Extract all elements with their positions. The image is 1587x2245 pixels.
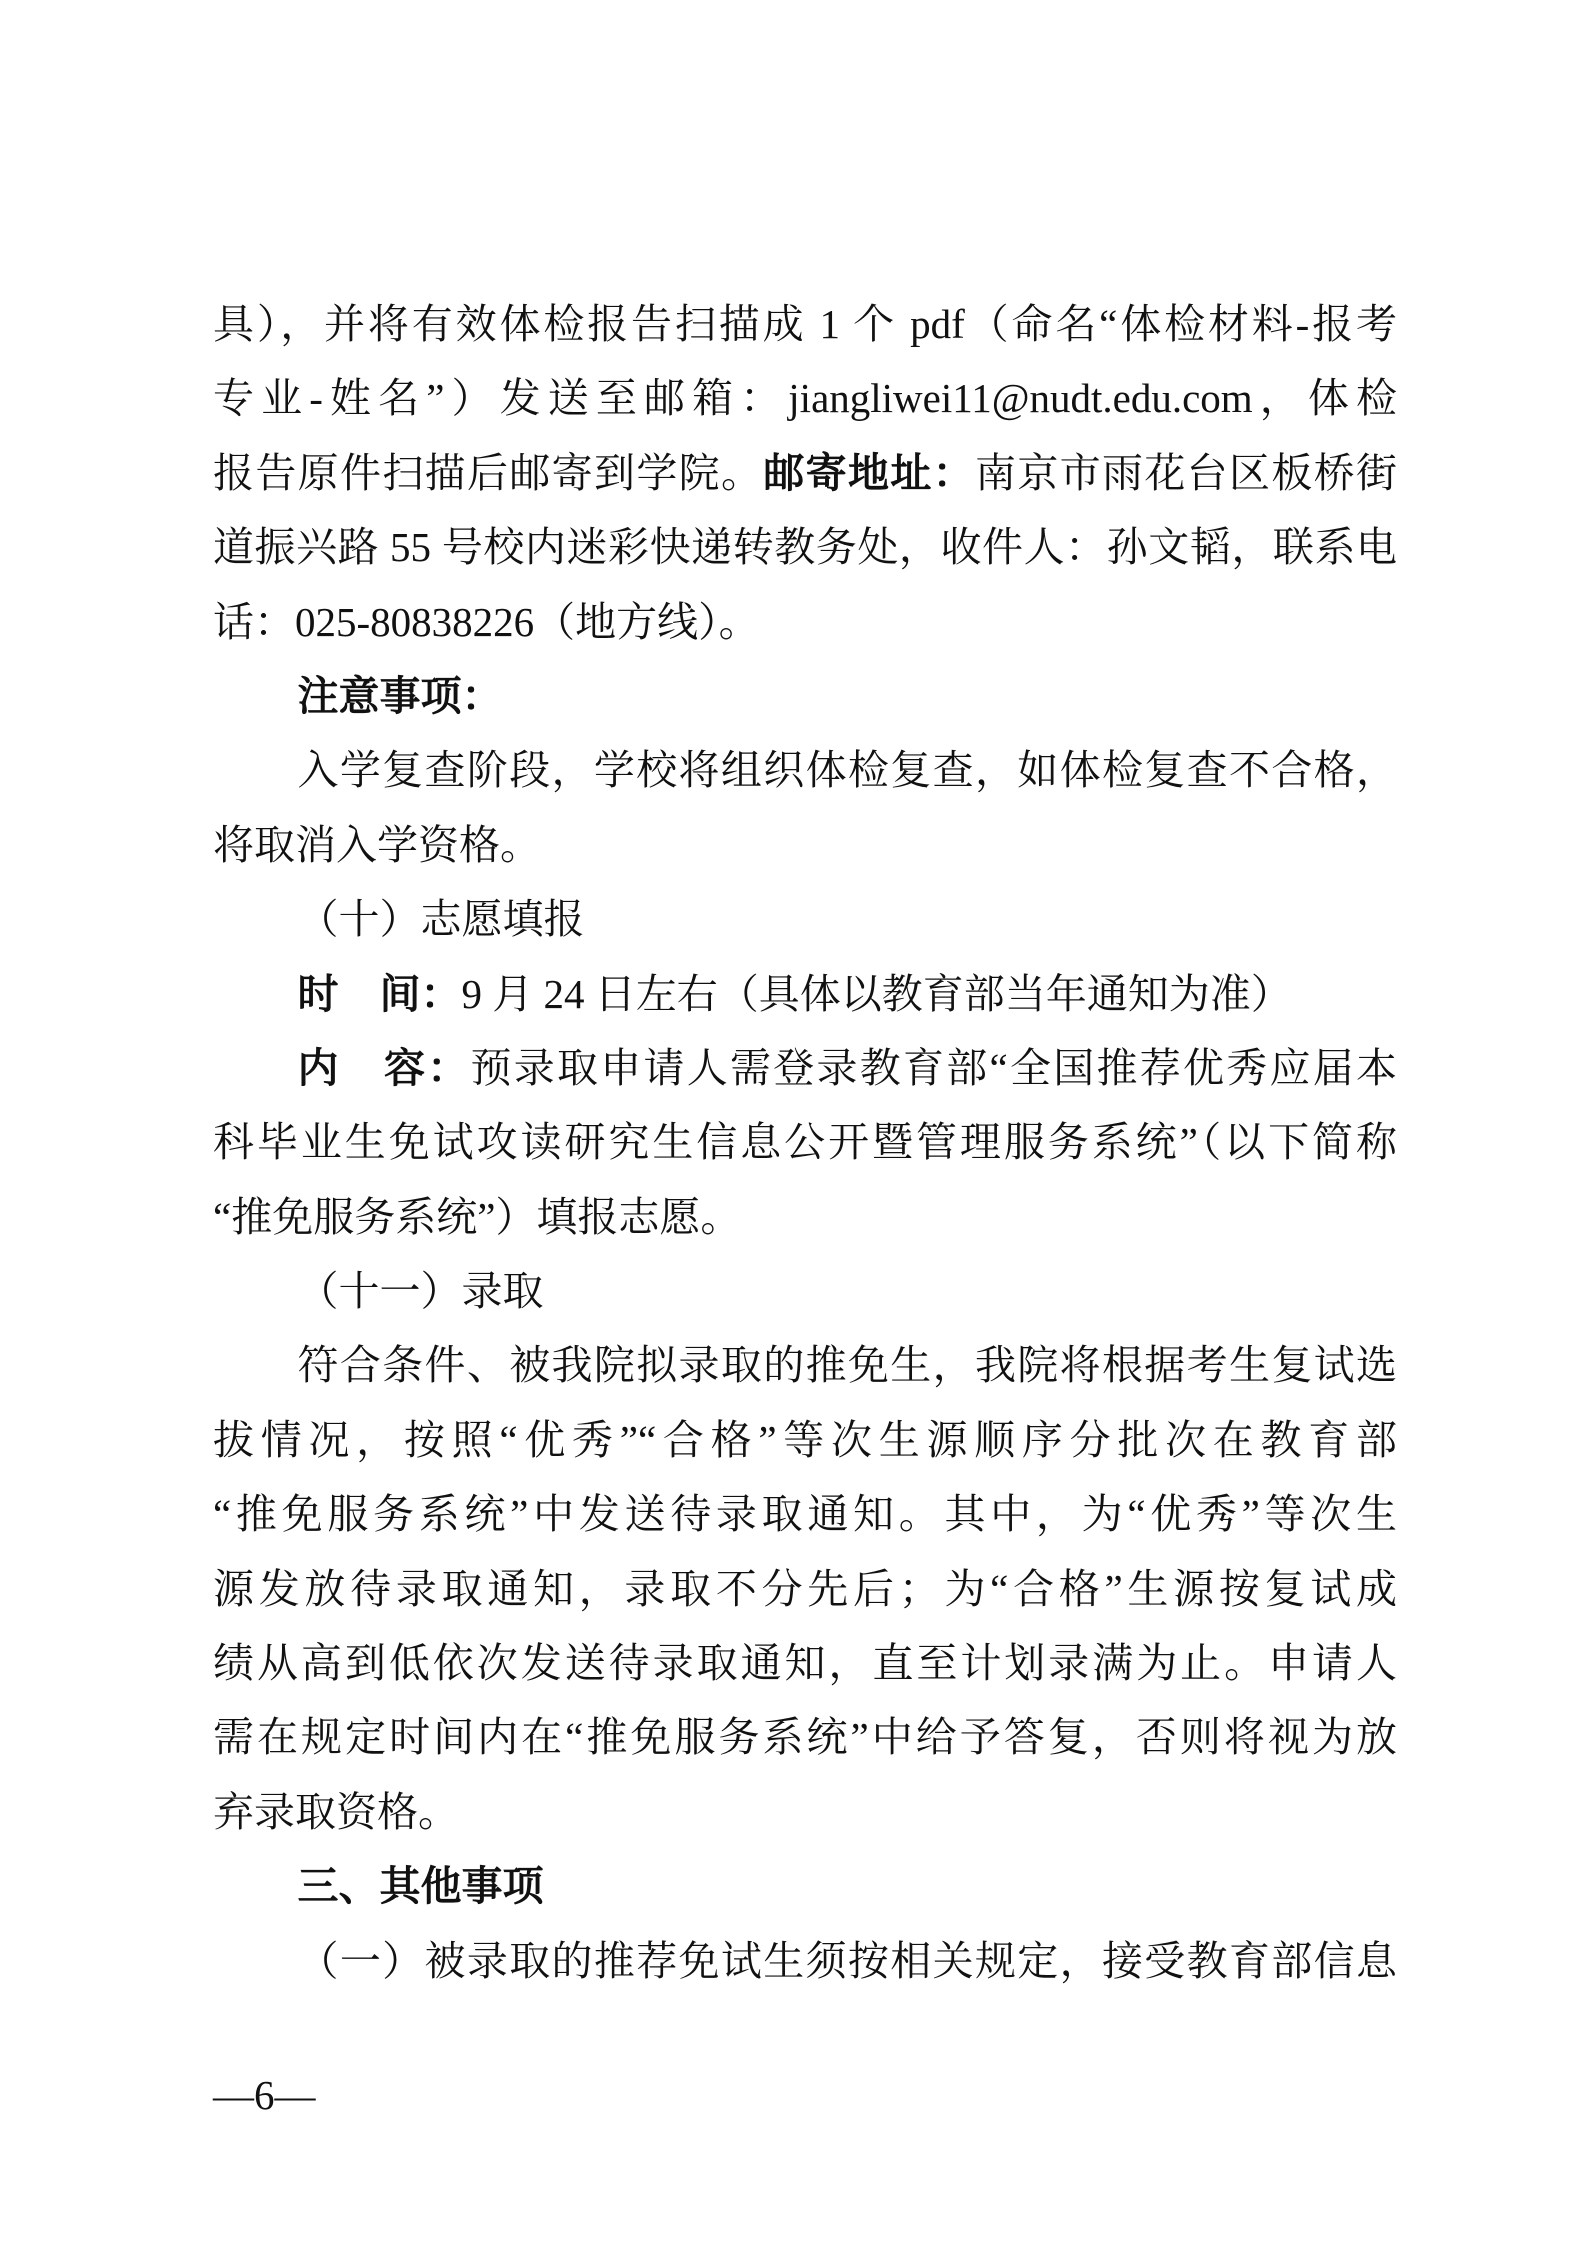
line-text: 专业-姓名”）发送至邮箱：jiangliwei11@nudt.edu.com，体检 xyxy=(213,375,1397,422)
section-heading xyxy=(213,1254,1397,1328)
text-line xyxy=(213,733,1397,807)
document-body xyxy=(213,287,1397,1998)
line-text: 道振兴路 55 号校内迷彩快递转教务处，收件人：孙文韬，联系电 xyxy=(213,524,1397,571)
line-text: 入学复查阶段，学校将组织体检复查，如体检复查不合格， xyxy=(297,747,1397,794)
text-line xyxy=(213,1924,1397,1998)
text-line xyxy=(213,1031,1397,1105)
text-line xyxy=(213,1775,1397,1849)
line-text: 科毕业生免试攻读研究生信息公开暨管理服务系统”（以下简称 xyxy=(213,1119,1397,1166)
chapter-heading-text: 三、其他事项 xyxy=(297,1863,544,1910)
text-line xyxy=(213,1403,1397,1477)
notes-heading xyxy=(213,659,1397,733)
line-text: 源发放待录取通知，录取不分先后；为“合格”生源按复试成 xyxy=(213,1565,1397,1612)
text-line xyxy=(213,510,1397,584)
text-line xyxy=(213,1552,1397,1626)
page-number: —6— xyxy=(213,2072,316,2118)
text-line xyxy=(213,1477,1397,1551)
time-label: 时 间： xyxy=(297,970,462,1017)
text-line xyxy=(213,1328,1397,1402)
text-line xyxy=(213,361,1397,435)
text-line xyxy=(213,1700,1397,1774)
line-text: 具），并将有效体检报告扫描成 1 个 pdf（命名“体检材料-报考 xyxy=(213,301,1397,347)
line-text: 南京市雨花台区板桥街 xyxy=(975,449,1397,496)
line-text: 预录取申请人需登录教育部“全国推荐优秀应届本 xyxy=(470,1044,1397,1091)
chapter-heading xyxy=(213,1849,1397,1923)
line-text: 报告原件扫描后邮寄到学院。 xyxy=(213,449,764,496)
text-line xyxy=(213,287,1397,361)
text-line xyxy=(213,585,1397,659)
line-text: 需在规定时间内在“推免服务系统”中给予答复，否则将视为放 xyxy=(213,1714,1397,1761)
section-heading xyxy=(213,882,1397,956)
content-label: 内 容： xyxy=(297,1044,471,1091)
text-line xyxy=(213,957,1397,1031)
line-text: 9 月 24 日左右（具体以教育部当年通知为准） xyxy=(461,970,1292,1017)
line-text: 拔情况，按照“优秀”“合格”等次生源顺序分批次在教育部 xyxy=(213,1416,1397,1463)
section-heading-text: （十一）录取 xyxy=(297,1268,544,1315)
line-text: 绩从高到低依次发送待录取通知，直至计划录满为止。申请人 xyxy=(213,1640,1397,1687)
text-line xyxy=(213,436,1397,510)
line-text: “推免服务系统”中发送待录取通知。其中，为“优秀”等次生 xyxy=(213,1491,1397,1538)
text-line xyxy=(213,808,1397,882)
line-text: “推免服务系统”）填报志愿。 xyxy=(213,1193,742,1240)
line-text: 将取消入学资格。 xyxy=(213,821,541,868)
line-text: 弃录取资格。 xyxy=(213,1788,459,1835)
notes-heading-text: 注意事项： xyxy=(297,672,503,719)
text-line xyxy=(213,1180,1397,1254)
line-text: （一）被录取的推荐免试生须按相关规定，接受教育部信息 xyxy=(297,1937,1397,1984)
text-line xyxy=(213,1105,1397,1179)
line-text: 话：025-80838226（地方线）。 xyxy=(213,598,760,645)
text-line xyxy=(213,1626,1397,1700)
mailing-address-label: 邮寄地址： xyxy=(763,449,976,496)
line-text: 符合条件、被我院拟录取的推免生，我院将根据考生复试选 xyxy=(297,1342,1397,1389)
section-heading-text: （十）志愿填报 xyxy=(297,896,585,943)
